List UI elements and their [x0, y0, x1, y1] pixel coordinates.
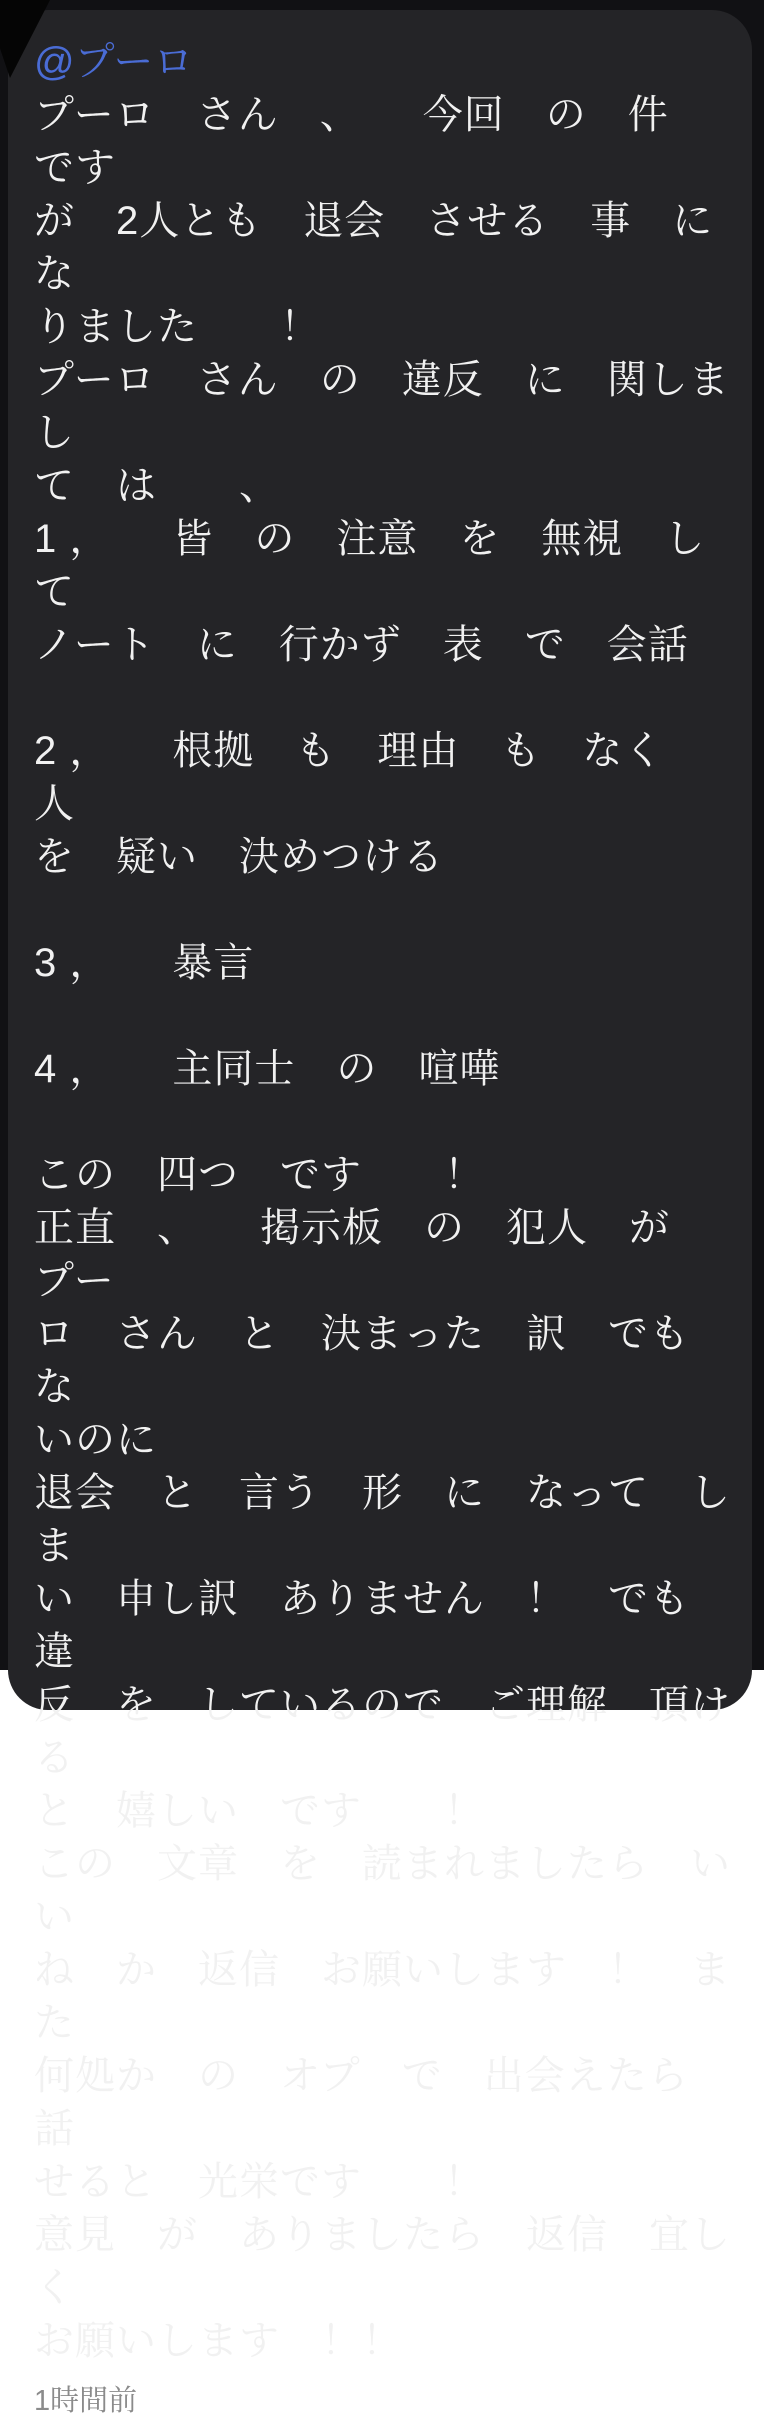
- timestamp: 1時間前: [34, 2385, 138, 2417]
- mention-link[interactable]: @プーロ: [34, 40, 194, 84]
- message-line: [34, 990, 732, 1043]
- message-line: を 疑い 決めつける: [34, 835, 444, 879]
- message-line: 反 を しているので ご理解 頂ける: [34, 1683, 731, 1780]
- message-line: と 嬉しい です ！: [34, 1789, 485, 1833]
- message-line: プーロ さん 、 今回 の 件 です: [34, 93, 710, 190]
- message-text: [34, 89, 755, 2368]
- message-line: ノート に 行かず 表 で 会話: [34, 623, 689, 667]
- message-line: プーロ さん の 違反 に 関しまし: [34, 358, 730, 455]
- message-line: [34, 884, 732, 937]
- message-line: 何処か の オプ で 出会えたら 話: [34, 2054, 730, 2151]
- message-line: いのに: [34, 1418, 157, 1462]
- message-line: ね か 返信 お願いします ！ また: [34, 1948, 731, 2045]
- message-line: 意見 が ありましたら 返信 宜しく: [34, 2213, 731, 2310]
- message-line: 4 ， 主同士 の 喧嘩: [34, 1047, 501, 1091]
- message-line: 1 ， 皆 の 注意 を 無視 して: [34, 517, 706, 614]
- message-line: [34, 672, 732, 725]
- message-line: [34, 1096, 732, 1149]
- message-bubble[interactable]: [8, 10, 755, 2417]
- message-line: 3 ， 暴言: [34, 941, 255, 985]
- message-line: 退会 と 言う 形 に なって しま: [34, 1471, 731, 1568]
- message-line: が 2人とも 退会 させる 事 に な: [34, 199, 755, 296]
- message-line: 正直 、 掲示板 の 犯人 が プー: [34, 1206, 711, 1303]
- message-line: せると 光栄です ！: [34, 2160, 485, 2204]
- message-line: りました ！: [34, 305, 321, 349]
- message-line: この 文章 を 読まれましたら いい: [34, 1842, 731, 1939]
- message-line: お願いします ！！: [34, 2319, 403, 2363]
- message-line: て は 、: [34, 464, 280, 508]
- message-line: い 申し訳 ありません ！ でも 違: [34, 1577, 731, 1674]
- message-line: 2 ， 根拠 も 理由 も なく 人: [34, 729, 706, 826]
- message-line: ロ さん と 決まった 訳 でも な: [34, 1312, 731, 1409]
- message-line: この 四つ です ！: [34, 1153, 485, 1197]
